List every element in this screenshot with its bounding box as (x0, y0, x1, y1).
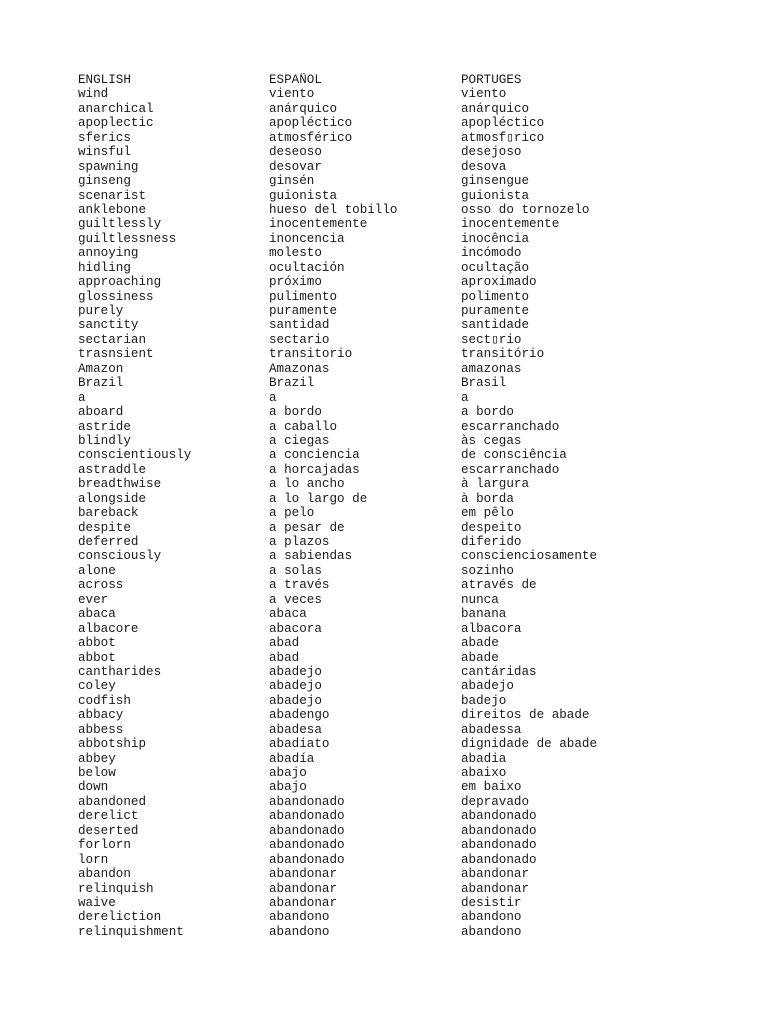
english-word: deserted (78, 823, 139, 838)
spanish-word: próximo (269, 275, 322, 290)
portuguese-word: abade (461, 650, 499, 665)
spanish-word: hueso del tobillo (269, 202, 398, 217)
table-row (78, 737, 748, 751)
table-row (78, 492, 748, 506)
spanish-word: a sabiendas (269, 549, 353, 564)
english-word: approaching (78, 275, 162, 290)
portuguese-word: atmosf▯rico (461, 130, 545, 145)
english-word: astride (78, 419, 131, 434)
table-row (78, 564, 748, 578)
english-word: abbess (78, 722, 124, 737)
english-word: annoying (78, 246, 139, 261)
english-word: spawning (78, 159, 139, 174)
portuguese-word: apopléctico (461, 116, 545, 131)
spanish-word: pulimento (269, 289, 338, 304)
spanish-word: abacora (269, 621, 322, 636)
spanish-word: a plazos (269, 535, 330, 549)
spanish-word: ocultación (269, 260, 345, 275)
portuguese-word: incómodo (461, 246, 522, 261)
portuguese-word: sozinho (461, 563, 514, 578)
english-word: sectarian (78, 332, 147, 347)
english-word: guiltlessly (78, 217, 162, 232)
spanish-word: a (269, 390, 277, 405)
portuguese-word: Brasil (461, 376, 507, 391)
portuguese-word: abandonado (461, 823, 537, 838)
spanish-word: viento (269, 87, 315, 102)
table-row (78, 809, 748, 823)
table-row (78, 116, 748, 130)
spanish-word: transitorio (269, 347, 353, 362)
spanish-word: santidad (269, 318, 330, 333)
english-word: albacore (78, 621, 139, 636)
table-row (78, 723, 748, 737)
portuguese-word: sect▯rio (461, 332, 522, 347)
portuguese-word: anárquico (461, 101, 530, 116)
table-row (78, 333, 748, 347)
english-word: bareback (78, 506, 139, 521)
table-row (78, 232, 748, 246)
portuguese-word: abandonado (461, 809, 537, 824)
spanish-word: puramente (269, 304, 338, 318)
portuguese-word: abandonar (461, 867, 530, 882)
table-row (78, 679, 748, 693)
english-word: alongside (78, 491, 147, 506)
table-row (78, 261, 748, 275)
table-row (78, 304, 748, 318)
table-row (78, 160, 748, 174)
portuguese-word: a (461, 390, 469, 405)
table-row (78, 87, 748, 101)
table-row (78, 145, 748, 159)
spanish-word: a ciegas (269, 433, 330, 448)
table-row (78, 131, 748, 145)
spanish-word: anárquico (269, 101, 338, 116)
table-row (78, 896, 748, 910)
table-row (78, 203, 748, 217)
table-row (78, 189, 748, 203)
english-word: abbot (78, 636, 116, 651)
english-word: Amazon (78, 361, 124, 376)
table-row (78, 665, 748, 679)
portuguese-word: abadessa (461, 722, 522, 737)
english-word: apoplectic (78, 116, 154, 131)
english-word: ever (78, 592, 109, 607)
portuguese-word: ginsengue (461, 174, 530, 189)
spanish-word: abadejo (269, 679, 322, 694)
table-row (78, 477, 748, 491)
table-row (78, 795, 748, 809)
portuguese-word: abandono (461, 924, 522, 939)
english-word: codfish (78, 693, 131, 708)
english-word: forlorn (78, 838, 131, 853)
portuguese-word: através de (461, 578, 537, 593)
english-word: abbot (78, 650, 116, 665)
english-word: winsful (78, 145, 131, 160)
spanish-word: abandonar (269, 895, 338, 910)
spanish-word: abajo (269, 766, 307, 780)
table-row (78, 622, 748, 636)
spanish-word: abadejo (269, 693, 322, 708)
spanish-word: abandonado (269, 809, 345, 824)
english-word: astraddle (78, 462, 147, 477)
table-row (78, 420, 748, 434)
table-row (78, 752, 748, 766)
english-word: ginseng (78, 174, 131, 189)
english-word: trasnsient (78, 347, 154, 362)
table-row (78, 448, 748, 462)
portuguese-word: santidade (461, 318, 530, 333)
portuguese-word: banana (461, 607, 507, 622)
spanish-word: molesto (269, 246, 322, 261)
table-row (78, 636, 748, 650)
portuguese-word: desejoso (461, 145, 522, 160)
english-word: anklebone (78, 202, 147, 217)
table-row (78, 347, 748, 361)
english-word: breadthwise (78, 477, 162, 492)
portuguese-word: guionista (461, 188, 530, 203)
portuguese-word: abadejo (461, 679, 514, 694)
english-word: aboard (78, 405, 124, 420)
english-word: abaca (78, 607, 116, 622)
portuguese-word: diferido (461, 535, 522, 549)
portuguese-word: conscienciosamente (461, 549, 598, 564)
table-row (78, 246, 748, 260)
spanish-word: abaca (269, 607, 307, 622)
portuguese-word: puramente (461, 304, 530, 318)
english-word: abandon (78, 867, 131, 882)
portuguese-word: albacora (461, 621, 522, 636)
english-word: consciously (78, 549, 162, 564)
english-word: conscientiously (78, 448, 192, 463)
portuguese-word: cantáridas (461, 664, 537, 679)
table-row (78, 910, 748, 924)
portuguese-word: abandonado (461, 852, 537, 867)
table-row (78, 578, 748, 592)
spanish-word: a pesar de (269, 520, 345, 535)
spanish-word: abandonar (269, 867, 338, 882)
english-word: abbacy (78, 708, 124, 723)
english-word: scenarist (78, 188, 147, 203)
english-word: abbotship (78, 737, 147, 752)
table-row (78, 275, 748, 289)
portuguese-word: nunca (461, 592, 499, 607)
portuguese-word: à borda (461, 491, 514, 506)
table-row (78, 867, 748, 881)
table-row (78, 521, 748, 535)
spanish-word: inocentemente (269, 217, 368, 232)
spanish-word: a solas (269, 563, 322, 578)
portuguese-word: escarranchado (461, 462, 560, 477)
portuguese-word: a bordo (461, 405, 514, 420)
spanish-word: Amazonas (269, 361, 330, 376)
spanish-word: deseoso (269, 145, 322, 160)
portuguese-word: em baixo (461, 780, 522, 795)
portuguese-word: despeito (461, 520, 522, 535)
english-word: across (78, 578, 124, 593)
header-row (78, 73, 748, 87)
table-row (78, 102, 748, 116)
portuguese-word: osso do tornozelo (461, 202, 590, 217)
portuguese-word: abandonado (461, 838, 537, 853)
portuguese-word: abaixo (461, 766, 507, 780)
portuguese-word: abandono (461, 910, 522, 925)
table-row (78, 853, 748, 867)
spanish-word: abandonar (269, 881, 338, 896)
spanish-word: Brazil (269, 376, 315, 391)
spanish-word: a caballo (269, 419, 338, 434)
portuguese-word: direitos de abade (461, 708, 590, 723)
table-row (78, 174, 748, 188)
spanish-word: atmosférico (269, 130, 353, 145)
spanish-word: a lo ancho (269, 477, 345, 492)
spanish-word: a través (269, 578, 330, 593)
english-word: purely (78, 304, 124, 318)
english-word: alone (78, 563, 116, 578)
table-row (78, 607, 748, 621)
table-row (78, 838, 748, 852)
english-word: down (78, 780, 109, 795)
table-row (78, 434, 748, 448)
english-word: dereliction (78, 910, 162, 925)
english-word: relinquishment (78, 924, 184, 939)
spanish-word: abadesa (269, 722, 322, 737)
header-english: ENGLISH (78, 73, 131, 87)
portuguese-word: de consciência (461, 448, 567, 463)
table-row (78, 362, 748, 376)
spanish-word: ginsén (269, 174, 315, 189)
spanish-word: abajo (269, 780, 307, 795)
portuguese-word: abandonar (461, 881, 530, 896)
portuguese-word: desistir (461, 895, 522, 910)
spanish-word: abadengo (269, 708, 330, 723)
english-word: despite (78, 520, 131, 535)
portuguese-word: aproximado (461, 275, 537, 290)
spanish-word: desovar (269, 159, 322, 174)
spanish-word: abad (269, 650, 300, 665)
spanish-word: abandonado (269, 794, 345, 809)
english-word: abandoned (78, 794, 147, 809)
spanish-word: abandonado (269, 823, 345, 838)
table-row (78, 593, 748, 607)
english-word: deferred (78, 535, 139, 549)
table-body (78, 87, 748, 939)
table-row (78, 708, 748, 722)
portuguese-word: transitório (461, 347, 545, 362)
spanish-word: abad (269, 636, 300, 651)
table-row (78, 318, 748, 332)
portuguese-word: abadia (461, 751, 507, 766)
table-row (78, 217, 748, 231)
spanish-word: apopléctico (269, 116, 353, 131)
portuguese-word: inocência (461, 231, 530, 246)
spanish-word: a horcajadas (269, 462, 360, 477)
spanish-word: inoncencia (269, 231, 345, 246)
table-row (78, 463, 748, 477)
spanish-word: a lo largo de (269, 491, 368, 506)
portuguese-word: em pêlo (461, 506, 514, 521)
spanish-word: guionista (269, 188, 338, 203)
table-row (78, 882, 748, 896)
english-word: guiltlessness (78, 231, 177, 246)
table-row (78, 376, 748, 390)
english-word: abbey (78, 751, 116, 766)
english-word: a (78, 390, 86, 405)
english-word: lorn (78, 852, 109, 867)
spanish-word: abandonado (269, 852, 345, 867)
portuguese-word: depravado (461, 794, 530, 809)
portuguese-word: escarranchado (461, 419, 560, 434)
portuguese-word: abade (461, 636, 499, 651)
english-word: cantharides (78, 664, 162, 679)
spanish-word: a bordo (269, 405, 322, 420)
english-word: anarchical (78, 101, 154, 116)
english-word: sanctity (78, 318, 139, 333)
english-word: wind (78, 87, 109, 102)
dictionary-table (78, 73, 748, 939)
table-row (78, 506, 748, 520)
table-row (78, 405, 748, 419)
table-row (78, 925, 748, 939)
portuguese-word: dignidade de abade (461, 737, 598, 752)
english-word: waive (78, 895, 116, 910)
english-word: hidling (78, 260, 131, 275)
portuguese-word: viento (461, 87, 507, 102)
spanish-word: abandono (269, 910, 330, 925)
spanish-word: abadejo (269, 664, 322, 679)
spanish-word: a conciencia (269, 448, 360, 463)
portuguese-word: à largura (461, 477, 530, 492)
portuguese-word: ocultação (461, 260, 530, 275)
english-word: sferics (78, 130, 131, 145)
portuguese-word: amazonas (461, 361, 522, 376)
spanish-word: a veces (269, 592, 322, 607)
portuguese-word: às cegas (461, 433, 522, 448)
header-spanish: ESPAÑOL (269, 73, 322, 87)
table-row (78, 694, 748, 708)
table-row (78, 651, 748, 665)
english-word: Brazil (78, 376, 124, 391)
english-word: below (78, 766, 116, 780)
english-word: derelict (78, 809, 139, 824)
table-row (78, 290, 748, 304)
portuguese-word: badejo (461, 693, 507, 708)
english-word: relinquish (78, 881, 154, 896)
table-row (78, 535, 748, 549)
header-portuguese: PORTUGES (461, 73, 522, 87)
spanish-word: abadiato (269, 737, 330, 752)
table-row (78, 780, 748, 794)
table-row (78, 549, 748, 563)
spanish-word: abandono (269, 924, 330, 939)
portuguese-word: desova (461, 159, 507, 174)
table-row (78, 391, 748, 405)
spanish-word: a pelo (269, 506, 315, 521)
table-row (78, 824, 748, 838)
spanish-word: abadía (269, 751, 315, 766)
spanish-word: sectario (269, 332, 330, 347)
english-word: glossiness (78, 289, 154, 304)
english-word: blindly (78, 433, 131, 448)
portuguese-word: inocentemente (461, 217, 560, 232)
english-word: coley (78, 679, 116, 694)
spanish-word: abandonado (269, 838, 345, 853)
table-row (78, 766, 748, 780)
portuguese-word: polimento (461, 289, 530, 304)
